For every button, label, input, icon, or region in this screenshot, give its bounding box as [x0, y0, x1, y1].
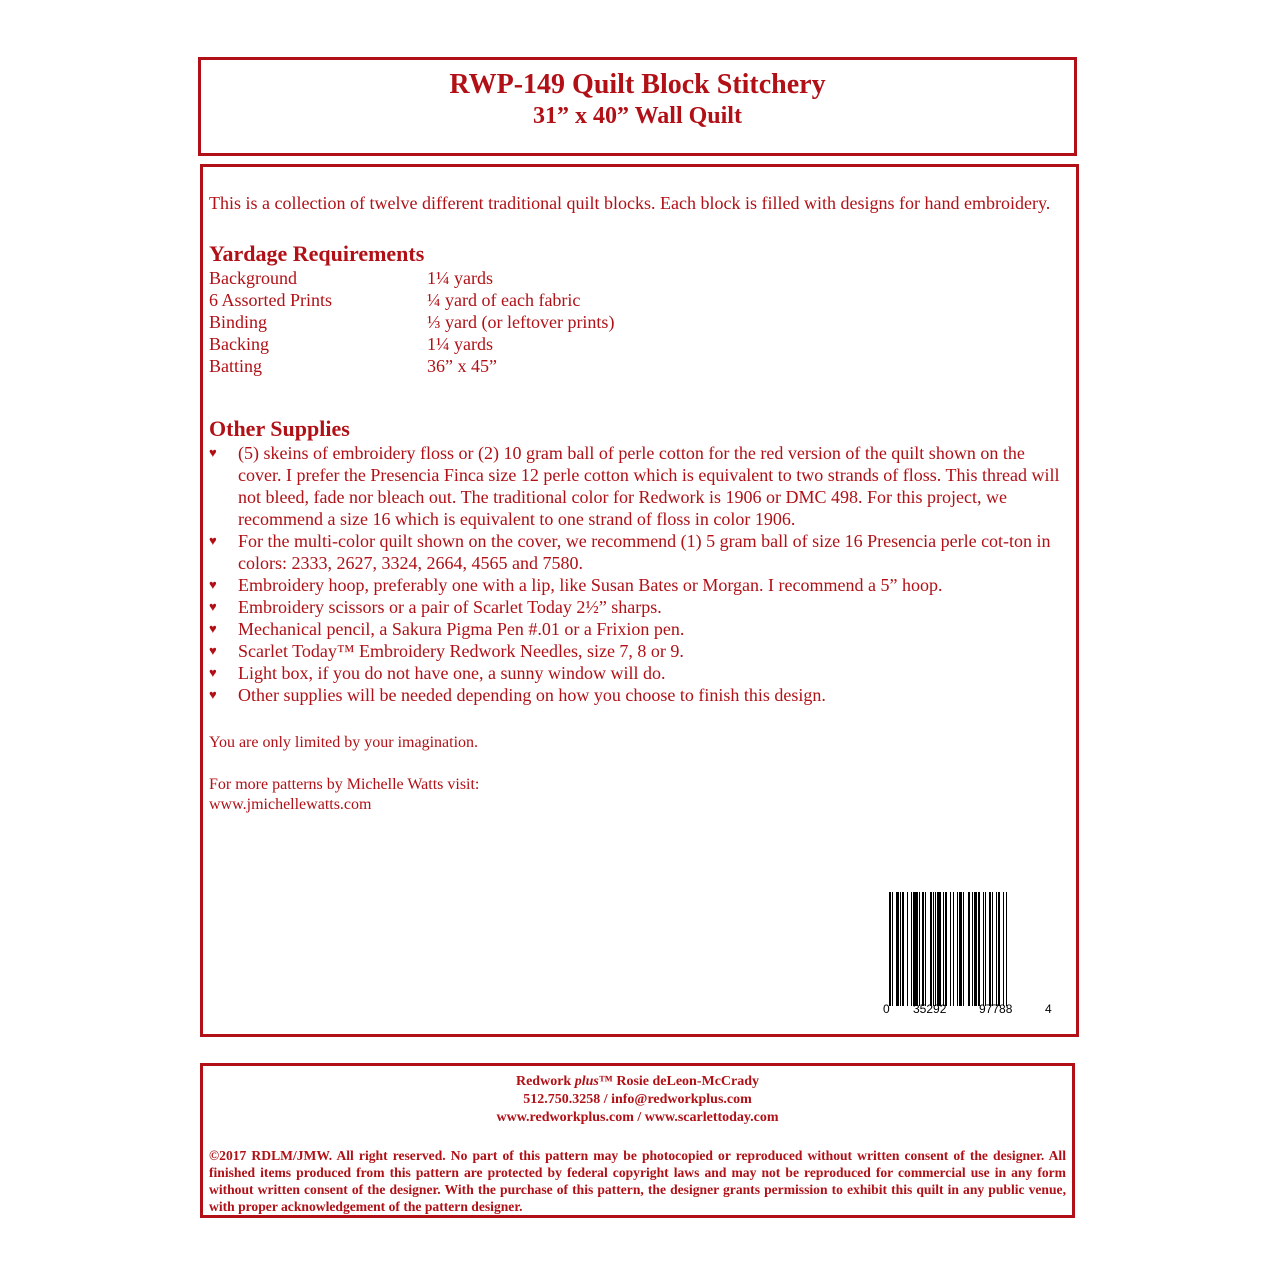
barcode-bar [985, 892, 986, 1006]
supply-item [209, 530, 1069, 574]
yardage-amount: 1¼ yards [427, 268, 493, 288]
barcode-bar [959, 892, 961, 1006]
yardage-item: Binding [209, 312, 268, 332]
heart-bullet-icon: ♥ [209, 577, 217, 592]
barcode-bars [889, 892, 1043, 1006]
barcode-bar [935, 892, 936, 1006]
contact-block [203, 1073, 1072, 1127]
yardage-row [209, 311, 614, 333]
barcode-digit-group-right: 97788 [979, 1002, 1013, 1016]
barcode-bar [907, 892, 908, 1006]
heart-bullet-icon: ♥ [209, 599, 217, 614]
supply-item [209, 640, 1069, 662]
brand-line [203, 1073, 1072, 1091]
barcode-bar [950, 892, 951, 1006]
barcode-bar [911, 892, 912, 1006]
supplies-list [209, 442, 1069, 706]
supply-text: (5) skeins of embroidery floss or (2) 10 gram ball of perle cotton for the red version of the quilt shown on the cover. I prefer the Presencia Finca size 12 perle cotton which is equivalent to two strands of floss. This thread will not bleed, fade nor bleach out. The traditional color for Redwork is 1906 or DMC 498. For this project, we recommend a size 16 which is equivalent to one strand of floss in color 1906. [238, 443, 1060, 529]
yardage-amount: ⅓ yard (or leftover prints) [427, 312, 615, 332]
supply-text: Embroidery hoop, preferably one with a lip, like Susan Bates or Morgan. I recommend a 5” hoop. [238, 575, 943, 595]
pattern-subtitle: 31” x 40” Wall Quilt [533, 103, 742, 129]
barcode-bar [968, 892, 970, 1006]
barcode-bar [953, 892, 954, 1006]
heart-bullet-icon: ♥ [209, 533, 217, 548]
supply-text: For the multi-color quilt shown on the cover, we recommend (1) 5 gram ball of size 16 Presencia perle cot-ton in colors: 2333, 2627, 3324, 2664, 4565 and 7580. [238, 531, 1051, 573]
brand-italic: plus [574, 1074, 599, 1089]
yardage-row [209, 355, 614, 377]
phone-email-line: 512.750.3258 / info@redworkplus.com [523, 1092, 752, 1107]
barcode-digit-lead: 0 [883, 1002, 890, 1016]
barcode-bar [972, 892, 973, 1006]
brand-prefix: Redwork [515, 1074, 575, 1089]
supply-text: Embroidery scissors or a pair of Scarlet Today 2½” sharps. [238, 597, 662, 617]
content-area [209, 191, 1069, 815]
upc-barcode [883, 892, 1053, 1022]
designer-website-link[interactable]: www.jmichellewatts.com [209, 796, 372, 813]
heart-bullet-icon: ♥ [209, 665, 217, 680]
copyright-notice: ©2017 RDLM/JMW. All right reserved. No part of this pattern may be photocopied or reproduced without written consent of the designer. All finished items produced from this pattern are protected by federal copyright laws and may not be reproduced for commercial use in any form without written consent of the designer. With the purchase of this pattern, the designer grants permission to exhibit this quilt in any public venue, with proper acknowledgement of the pattern designer. [209, 1148, 1066, 1214]
barcode-bar [983, 892, 984, 1006]
supply-item [209, 442, 1069, 530]
supply-item [209, 684, 1069, 706]
barcode-bar [925, 892, 926, 1006]
websites-line: www.redworkplus.com / www.scarlettoday.com [496, 1110, 779, 1125]
barcode-bar [933, 892, 934, 1006]
barcode-bar [943, 892, 944, 1006]
supply-text: Light box, if you do not have one, a sunny window will do. [238, 663, 666, 683]
supply-item [209, 618, 1069, 640]
barcode-bar [889, 892, 891, 1006]
more-patterns-text: For more patterns by Michelle Watts visit: [209, 776, 480, 793]
brand-suffix: ™ Rosie deLeon-McCrady [598, 1074, 760, 1089]
barcode-bar [957, 892, 958, 1006]
title-box [198, 57, 1077, 156]
intro-paragraph: This is a collection of twelve different traditional quilt blocks. Each block is filled with designs for hand embroidery. [209, 193, 1051, 213]
yardage-heading: Yardage Requirements [209, 241, 425, 266]
barcode-bar [996, 892, 997, 1006]
barcode-bar [945, 892, 947, 1006]
pattern-title: RWP-149 Quilt Block Stitchery [449, 69, 826, 100]
supply-text: Mechanical pencil, a Sakura Pigma Pen #.01 or a Frixion pen. [238, 619, 685, 639]
heart-bullet-icon: ♥ [209, 687, 217, 702]
barcode-bar [922, 892, 924, 1006]
yardage-table [209, 267, 614, 377]
supplies-heading: Other Supplies [209, 416, 350, 441]
supply-text: Scarlet Today™ Embroidery Redwork Needles, size 7, 8 or 9. [238, 641, 684, 661]
barcode-bar [892, 892, 893, 1006]
heart-bullet-icon: ♥ [209, 643, 217, 658]
yardage-row [209, 267, 614, 289]
barcode-bar [902, 892, 904, 1006]
barcode-bar [919, 892, 920, 1006]
barcode-digit-check: 4 [1045, 1002, 1052, 1016]
imagination-note: You are only limited by your imagination. [209, 734, 479, 751]
barcode-bar [896, 892, 899, 1006]
barcode-bar [937, 892, 940, 1006]
barcode-digits [883, 1002, 1053, 1020]
yardage-item: Batting [209, 356, 262, 376]
supply-item [209, 574, 1069, 596]
barcode-bar [1006, 892, 1007, 1006]
barcode-bar [913, 892, 917, 1006]
barcode-bar [978, 892, 980, 1006]
yardage-item: Background [209, 268, 297, 288]
barcode-bar [989, 892, 991, 1006]
heart-bullet-icon: ♥ [209, 445, 217, 460]
barcode-bar [900, 892, 901, 1006]
supply-item [209, 596, 1069, 618]
barcode-bar [930, 892, 932, 1006]
yardage-amount: ¼ yard of each fabric [427, 290, 581, 310]
yardage-row [209, 289, 614, 311]
yardage-amount: 1¼ yards [427, 334, 493, 354]
barcode-bar [1003, 892, 1004, 1006]
supply-text: Other supplies will be needed depending on how you choose to finish this design. [238, 685, 826, 705]
heart-bullet-icon: ♥ [209, 621, 217, 636]
barcode-bar [963, 892, 964, 1006]
barcode-bar [992, 892, 993, 1006]
yardage-item: 6 Assorted Prints [209, 290, 333, 310]
yardage-item: Backing [209, 334, 269, 354]
supply-item [209, 662, 1069, 684]
barcode-bar [998, 892, 1000, 1006]
yardage-amount: 36” x 45” [427, 356, 497, 376]
barcode-bar [974, 892, 977, 1006]
main-content-box [200, 164, 1079, 1037]
footer-box [200, 1063, 1075, 1218]
yardage-row [209, 333, 614, 355]
barcode-digit-group-left: 35292 [913, 1002, 947, 1016]
